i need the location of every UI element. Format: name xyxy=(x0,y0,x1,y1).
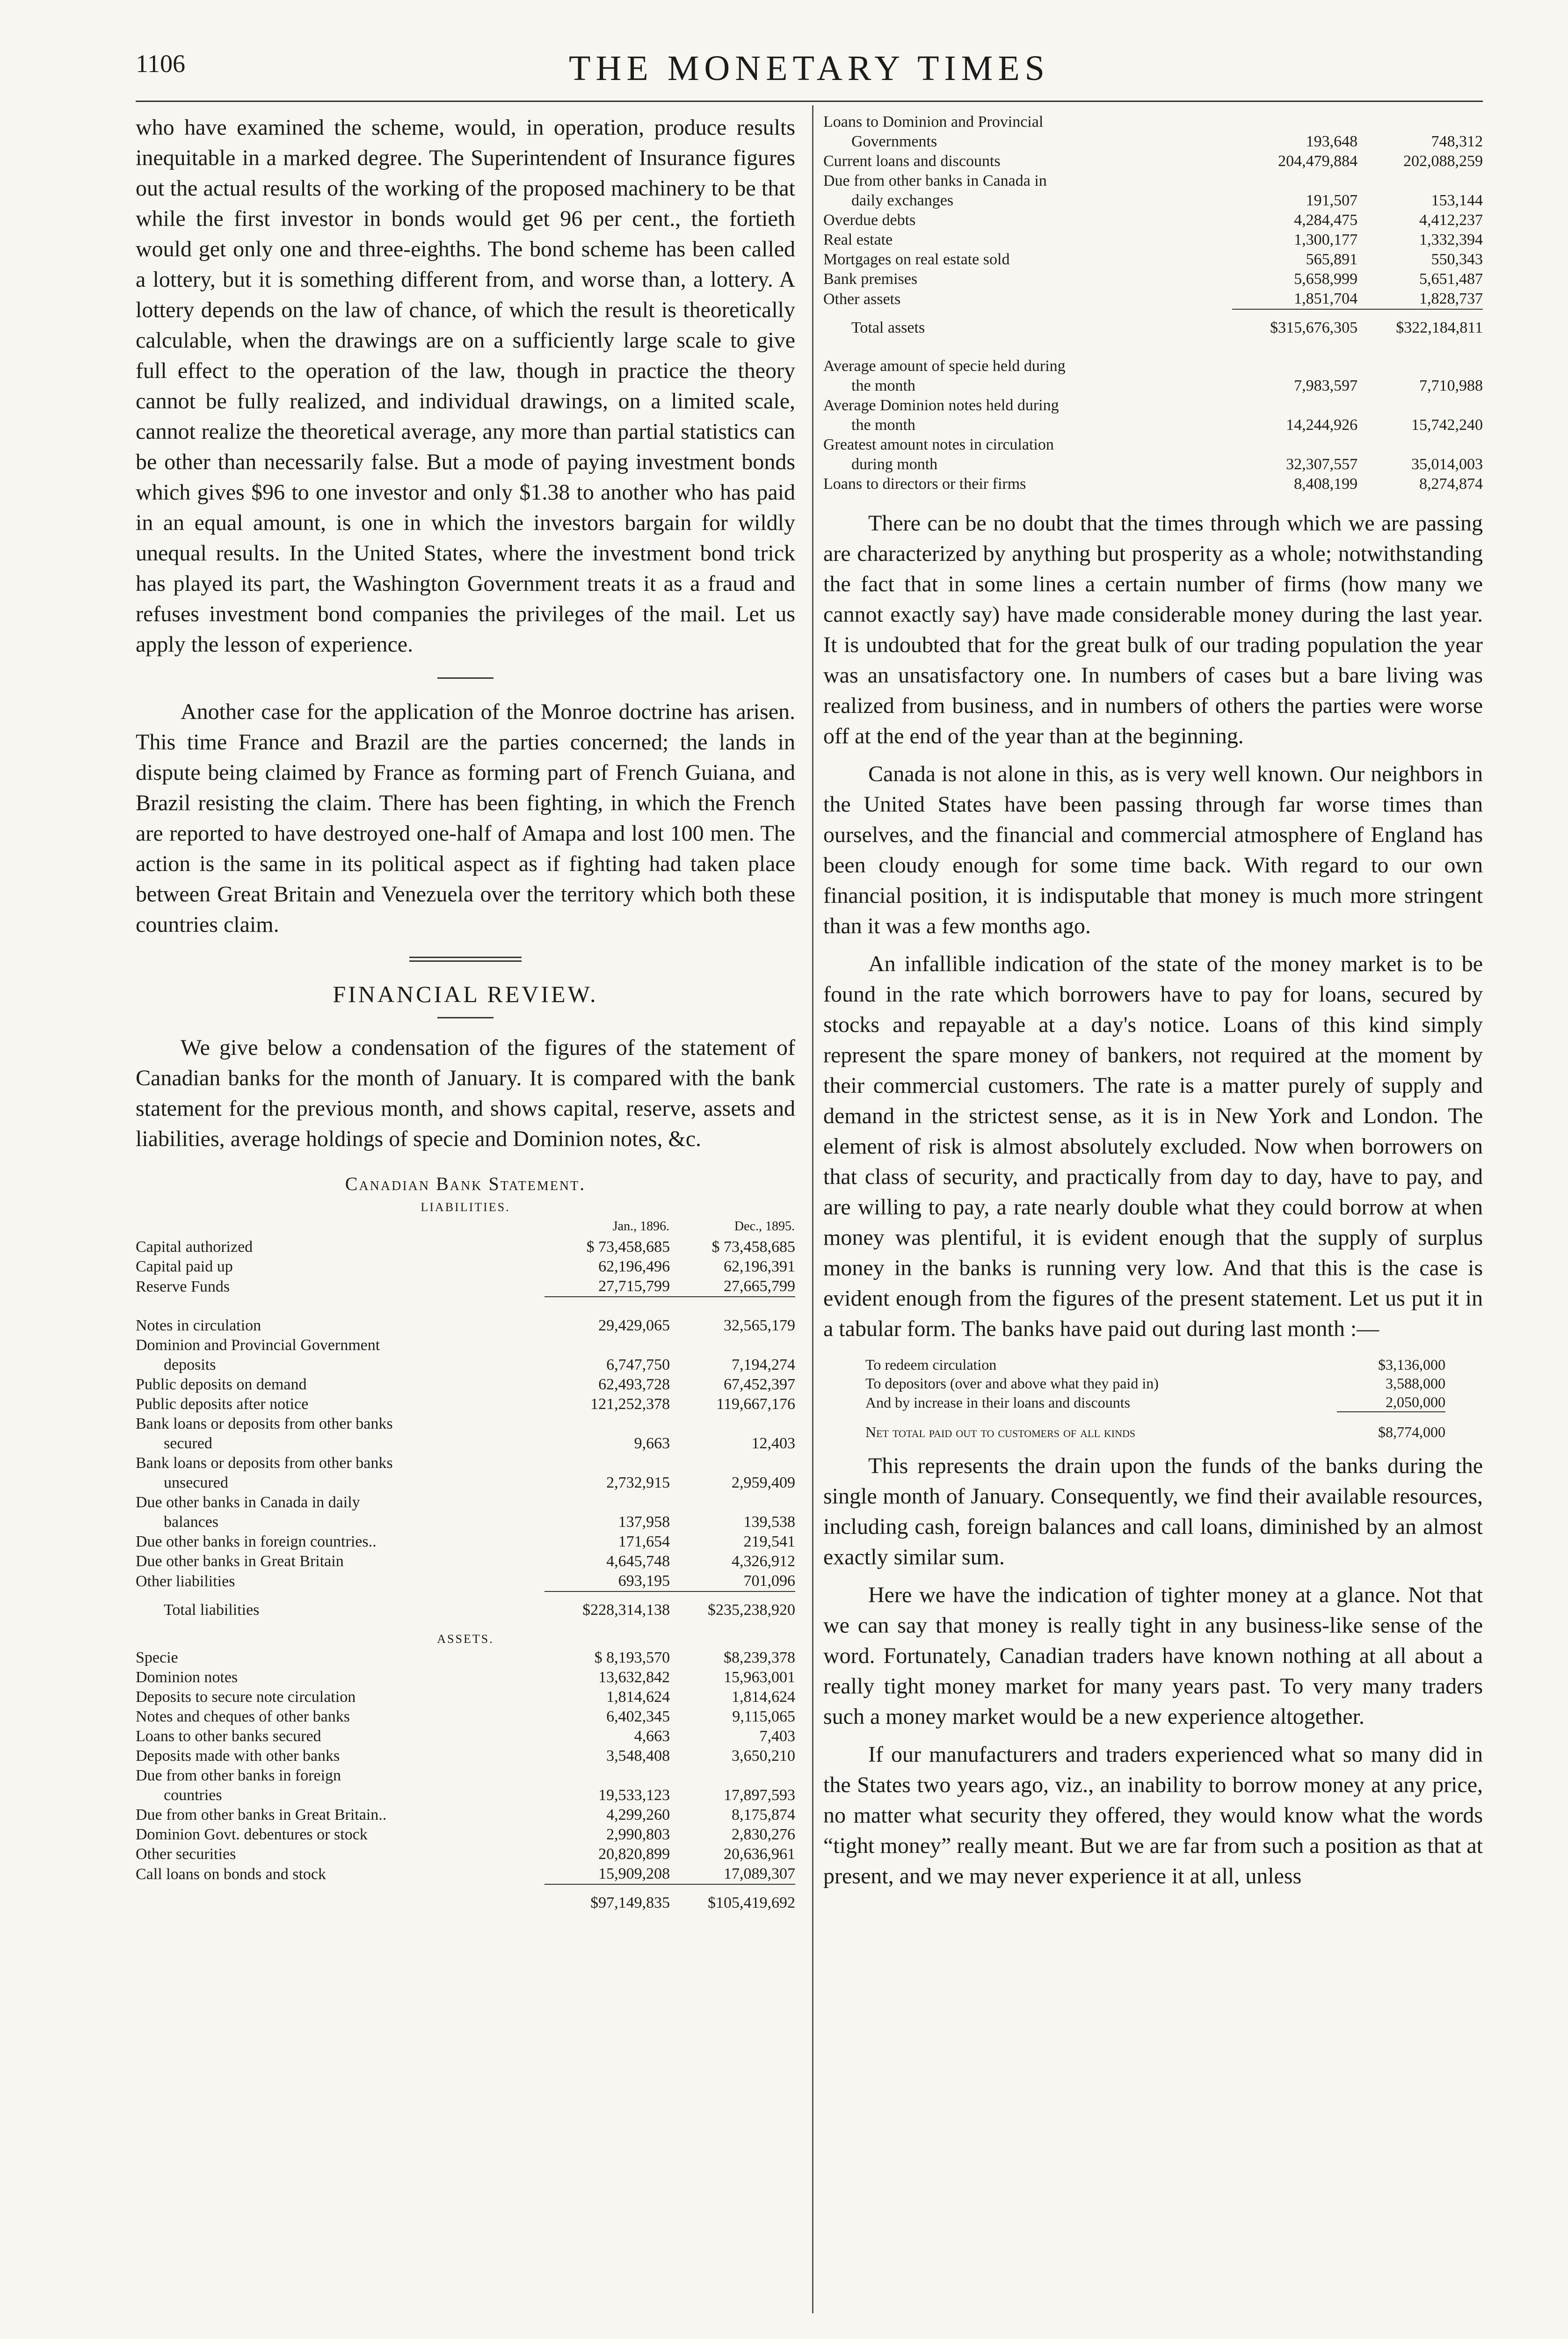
assets-table xyxy=(136,1648,795,1913)
row-dec xyxy=(1357,171,1483,191)
row-label: Loans to other banks secured xyxy=(136,1728,321,1745)
column-divider xyxy=(812,105,813,2313)
assets-heading: ASSETS. xyxy=(437,1632,494,1646)
row-label: Loans to Dominion and Provincial xyxy=(823,113,1044,131)
left-prose-2 xyxy=(136,697,795,940)
table-row xyxy=(823,396,1483,415)
row-jan: 1,851,704 xyxy=(1232,289,1357,309)
row-dec: 15,963,001 xyxy=(724,1669,795,1686)
table-row xyxy=(136,1395,795,1414)
row-dec: 7,194,274 xyxy=(732,1356,795,1373)
net-total-row xyxy=(865,1412,1445,1441)
row-jan: 4,299,260 xyxy=(606,1806,670,1823)
row-label: secured xyxy=(164,1435,212,1452)
bank-statement-title: Canadian Bank Statement. xyxy=(345,1173,586,1194)
table-row xyxy=(136,1766,795,1786)
row-label: Average Dominion notes held during xyxy=(823,397,1059,414)
row-dec: $ 73,458,685 xyxy=(711,1238,795,1256)
row-jan xyxy=(544,1414,670,1434)
row-jan: $ 73,458,685 xyxy=(586,1238,670,1256)
row-dec: 62,196,391 xyxy=(724,1258,795,1275)
table-row xyxy=(136,1707,795,1727)
row-label: daily exchanges xyxy=(851,192,954,209)
row-jan: 62,493,728 xyxy=(598,1376,670,1393)
row-jan: 191,507 xyxy=(1306,192,1358,209)
financial-review-heading: FINANCIAL REVIEW. xyxy=(333,981,598,1007)
table-row xyxy=(136,1277,795,1297)
row-label: Due other banks in Canada in daily xyxy=(136,1494,360,1511)
row-label: Other securities xyxy=(136,1845,236,1863)
row-label: To depositors (over and above what they paid in) xyxy=(865,1375,1159,1392)
row-dec: 1,814,624 xyxy=(732,1688,795,1706)
right-column xyxy=(823,112,1483,1891)
col-dec-header: Dec., 1895. xyxy=(734,1219,795,1234)
table-row xyxy=(823,152,1483,171)
row-dec: 12,403 xyxy=(751,1435,795,1452)
row-dec: 67,452,397 xyxy=(724,1376,795,1393)
row-jan: $97,149,835 xyxy=(590,1894,670,1911)
liabilities-table xyxy=(136,1216,795,1620)
row-jan: 29,429,065 xyxy=(598,1317,670,1334)
assets-continued-table xyxy=(823,112,1483,494)
header-rule xyxy=(136,101,1483,102)
row-jan: 137,958 xyxy=(618,1513,670,1531)
row-label: Greatest amount notes in circulation xyxy=(823,436,1054,453)
row-jan: 1,814,624 xyxy=(606,1688,670,1706)
paragraph: There can be no doubt that the times through which we are passing are characterized by anything but prosperity as a whole; notwithstanding the fact that in some lines a certain number of firms (how many we cannot exactly say) have made considerable money during the last year. It is undoubted that for the great bulk of our trading population the year was an unsatisfactory one. In numbers of cases but a bare living was realized from business, and in numbers of others the parties were worse off at the end of the year than at the beginning. xyxy=(823,511,1483,748)
row-value: 2,050,000 xyxy=(1337,1393,1445,1412)
table-row xyxy=(136,1512,795,1532)
table-row xyxy=(136,1648,795,1668)
row-label: Overdue debts xyxy=(823,211,916,229)
table-row xyxy=(136,1493,795,1512)
table-row xyxy=(136,1336,795,1355)
total-assets-row xyxy=(823,309,1483,338)
row-dec: $8,239,378 xyxy=(724,1649,795,1666)
row-dec: 5,651,487 xyxy=(1419,270,1483,288)
paragraph: We give below a condensation of the figures of the statement of Canadian banks for the month of January. It is compared with the bank statement for the previous month, and shows capital, reserve, assets and liabilities, average holdings of specie and Dominion notes, &c. xyxy=(136,1035,795,1151)
table-row xyxy=(136,1532,795,1552)
table-row xyxy=(136,1746,795,1766)
row-jan xyxy=(1232,171,1357,191)
row-jan: 15,909,208 xyxy=(544,1864,670,1884)
table-row xyxy=(823,230,1483,250)
heading-rule xyxy=(437,1017,494,1018)
table-row xyxy=(823,289,1483,309)
row-label: Bank loans or deposits from other banks xyxy=(136,1454,393,1472)
row-label: Public deposits on demand xyxy=(136,1376,307,1393)
row-label: Due from other banks in Great Britain.. xyxy=(136,1806,387,1823)
left-prose-3 xyxy=(136,1032,795,1154)
row-dec: 219,541 xyxy=(743,1533,795,1550)
row-dec: 1,828,737 xyxy=(1357,289,1483,309)
paragraph: If our manufacturers and traders experienced what so many did in the States two years ago, viz., an inability to borrow money at any price, no matter what security they offered, they would know what the words “tight money” really meant. But we are far from such a position as that at present, and we may never experience it at all, unless xyxy=(823,1742,1483,1889)
col-jan-header: Jan., 1896. xyxy=(612,1219,670,1234)
table-row xyxy=(823,191,1483,211)
masthead-title: THE MONETARY TIMES xyxy=(569,49,1050,88)
row-dec: $235,238,920 xyxy=(708,1601,795,1619)
row-dec: 8,175,874 xyxy=(732,1806,795,1823)
row-jan: 20,820,899 xyxy=(598,1845,670,1863)
row-jan: 2,990,803 xyxy=(606,1826,670,1843)
row-label: Mortgages on real estate sold xyxy=(823,251,1010,268)
row-jan: 8,408,199 xyxy=(1294,475,1358,493)
row-label: Dominion Govt. debentures or stock xyxy=(136,1826,368,1843)
row-jan: 4,645,748 xyxy=(606,1553,670,1570)
table-row xyxy=(823,132,1483,152)
double-separator xyxy=(409,957,522,962)
row-jan: 6,402,345 xyxy=(606,1708,670,1725)
row-dec: 4,326,912 xyxy=(732,1553,795,1570)
row-label: during month xyxy=(851,456,938,473)
table-row xyxy=(136,1786,795,1805)
row-label: the month xyxy=(851,416,915,434)
row-label: Reserve Funds xyxy=(136,1278,230,1295)
row-label: Other assets xyxy=(823,291,901,308)
row-label: the month xyxy=(851,377,915,394)
row-label: Due other banks in Great Britain xyxy=(136,1553,344,1570)
row-jan: 7,983,597 xyxy=(1294,377,1358,394)
table-row xyxy=(823,376,1483,396)
table-row xyxy=(823,474,1483,494)
table-row xyxy=(136,1687,795,1707)
row-dec: 550,343 xyxy=(1431,251,1483,268)
paragraph: who have examined the scheme, would, in operation, produce results inequitable in a marked degree. The Superintendent of Insurance figures out the actual results of the working of the proposed machinery to be that while the first investor in bonds would get 96 per cent., the fortieth would get only one and three-eighths. The bond scheme has been called a lottery, but it is something different from, and worse than, a lottery. A lottery depends on the law of chance, of which the result is theoretically calculable, when the drawings are on a sufficiently large scale to give full effect to the operation of the law, though in practice the theory cannot be fully realized, and individual drawings, on a limited scale, cannot realize the theoretical average, any more than partial statistics can be other than necessarily false. But a mode of paying investment bonds which gives $96 to one investor and only $1.38 to another who has paid in an equal amount, is one in which the investors bargain for wildly unequal results. In the United States, where the investment bond trick has played its part, the Washington Government treats it as a fraud and refuses investment bond companies the privileges of the mail. Let us apply the lesson of experience. xyxy=(136,115,795,657)
payout-table xyxy=(865,1355,1445,1441)
row-label: Deposits to secure note circulation xyxy=(136,1688,356,1706)
row-label: Capital authorized xyxy=(136,1238,253,1256)
row-jan xyxy=(544,1493,670,1512)
row-dec: 1,332,394 xyxy=(1419,231,1483,248)
row-jan: 4,663 xyxy=(634,1728,670,1745)
row-jan: 27,715,799 xyxy=(544,1277,670,1297)
averages-rows xyxy=(823,356,1483,494)
row-jan xyxy=(544,1336,670,1355)
table-row xyxy=(823,455,1483,474)
row-jan: 565,891 xyxy=(1306,251,1358,268)
row-dec: 17,089,307 xyxy=(670,1864,795,1884)
row-jan: 13,632,842 xyxy=(598,1669,670,1686)
assets-subtotal-row xyxy=(136,1884,795,1913)
row-jan: $228,314,138 xyxy=(582,1601,670,1619)
table-row xyxy=(865,1374,1445,1393)
total-liabilities-row xyxy=(136,1591,795,1620)
row-dec: 7,403 xyxy=(759,1728,795,1745)
row-value: $3,136,000 xyxy=(1378,1356,1445,1373)
row-label: Capital paid up xyxy=(136,1258,233,1275)
table-row xyxy=(823,250,1483,269)
table-row xyxy=(136,1825,795,1845)
row-label: Other liabilities xyxy=(136,1573,235,1590)
row-dec: 9,115,065 xyxy=(732,1708,795,1725)
row-jan: 2,732,915 xyxy=(606,1474,670,1491)
row-jan: 9,663 xyxy=(634,1435,670,1452)
row-label: Total liabilities xyxy=(164,1601,260,1619)
row-label: Net total paid out to customers of all kinds xyxy=(865,1423,1136,1440)
row-label: Current loans and discounts xyxy=(823,153,1001,170)
row-dec: 32,565,179 xyxy=(724,1317,795,1334)
row-label: unsecured xyxy=(164,1474,228,1491)
row-dec xyxy=(670,1336,795,1355)
section-separator xyxy=(437,677,494,679)
row-dec: 7,710,988 xyxy=(1419,377,1483,394)
paragraph: Canada is not alone in this, as is very well known. Our neighbors in the United States have been passing through far worse times than ourselves, and the financial and commercial atmosphere of England has been cloudy enough for some time back. With regard to our own financial position, it is indisputable that money is much more stringent than it was a few months ago. xyxy=(823,762,1483,938)
table-row xyxy=(823,356,1483,376)
row-label: Dominion and Provincial Government xyxy=(136,1337,380,1354)
table-row xyxy=(865,1355,1445,1374)
row-jan: 171,654 xyxy=(618,1533,670,1550)
row-label: Notes in circulation xyxy=(136,1317,261,1334)
row-dec: $105,419,692 xyxy=(708,1894,795,1911)
row-dec xyxy=(670,1493,795,1512)
table-row xyxy=(823,112,1483,132)
table-row xyxy=(823,435,1483,455)
table-row xyxy=(136,1453,795,1473)
page-header xyxy=(136,44,1483,96)
table-row xyxy=(823,415,1483,435)
row-dec: 15,742,240 xyxy=(1411,416,1483,434)
assets-rows xyxy=(136,1648,795,1884)
row-jan xyxy=(544,1453,670,1473)
row-dec: 2,830,276 xyxy=(732,1826,795,1843)
row-label: Call loans on bonds and stock xyxy=(136,1866,327,1883)
row-dec: 119,667,176 xyxy=(716,1395,795,1413)
row-dec: 3,650,210 xyxy=(732,1747,795,1765)
row-label: Bank loans or deposits from other banks xyxy=(136,1415,393,1432)
table-row xyxy=(136,1237,795,1257)
row-label: Deposits made with other banks xyxy=(136,1747,340,1765)
row-jan: 19,533,123 xyxy=(598,1787,670,1804)
table-row xyxy=(136,1355,795,1375)
row-label: Bank premises xyxy=(823,270,918,288)
table-row xyxy=(136,1414,795,1434)
row-jan xyxy=(1232,435,1357,455)
row-jan: 62,196,496 xyxy=(598,1258,670,1275)
payout-rows xyxy=(865,1355,1445,1412)
row-value: $8,774,000 xyxy=(1378,1424,1445,1440)
page-number: 1106 xyxy=(136,50,185,78)
row-label: countries xyxy=(164,1787,222,1804)
paragraph: This represents the drain upon the funds of the banks during the single month of January. Consequently, we find their available resources, including cash, foreign balances and call loans, diminished by an almost exactly similar sum. xyxy=(823,1453,1483,1569)
row-dec: 35,014,003 xyxy=(1411,456,1483,473)
row-label: Governments xyxy=(851,133,937,150)
row-dec: 153,144 xyxy=(1431,192,1483,209)
table-row xyxy=(136,1864,795,1884)
row-label: deposits xyxy=(164,1356,216,1373)
paragraph: Here we have the indication of tighter money at a glance. Not that we can say that money is really tight in any business-like sense of the word. Fortunately, Canadian traders have known nothing at all about a really tight money market for many years past. To very many traders such a money market would be a new experience altogether. xyxy=(823,1583,1483,1729)
row-dec: 701,096 xyxy=(670,1571,795,1591)
row-jan: $ 8,193,570 xyxy=(594,1649,670,1666)
paragraph: Another case for the application of the Monroe doctrine has arisen. This time France and Brazil are the parties concerned; the lands in dispute being claimed by France as forming part of French Guiana, and Brazil resisting the claim. There has been fighting, in which the French are reported to have destroyed one-half of Amapa and lost 100 men. The action is the same in its political aspect as if fighting had taken place between Great Britain and Venezuela over the territory which both these countries claim. xyxy=(136,699,795,937)
row-value: 3,588,000 xyxy=(1386,1375,1445,1392)
row-label: Dominion notes xyxy=(136,1669,238,1686)
row-jan: 14,244,926 xyxy=(1286,416,1358,434)
table-row xyxy=(823,269,1483,289)
row-label: Loans to directors or their firms xyxy=(823,475,1026,493)
row-jan: 693,195 xyxy=(544,1571,670,1591)
table-row xyxy=(136,1375,795,1395)
left-prose-1 xyxy=(136,112,795,660)
row-dec xyxy=(670,1414,795,1434)
row-label: Due from other banks in Canada in xyxy=(823,172,1047,189)
row-dec: 27,665,799 xyxy=(670,1277,795,1297)
table-row xyxy=(865,1393,1445,1412)
row-label: To redeem circulation xyxy=(865,1356,997,1373)
row-jan: $315,676,305 xyxy=(1270,319,1358,336)
row-jan: 3,548,408 xyxy=(606,1747,670,1765)
table-row xyxy=(136,1805,795,1825)
liabilities-detail-rows xyxy=(136,1316,795,1591)
row-dec: $322,184,811 xyxy=(1396,319,1483,336)
liabilities-capital-rows xyxy=(136,1237,795,1297)
row-label: Notes and cheques of other banks xyxy=(136,1708,350,1725)
row-jan xyxy=(1232,112,1357,132)
table-row xyxy=(823,171,1483,191)
liabilities-heading: LIABILITIES. xyxy=(421,1200,510,1214)
row-dec: 17,897,593 xyxy=(724,1787,795,1804)
right-prose xyxy=(823,508,1483,1344)
row-jan: 5,658,999 xyxy=(1294,270,1358,288)
row-label: Public deposits after notice xyxy=(136,1395,309,1413)
table-row xyxy=(136,1552,795,1571)
row-label: Real estate xyxy=(823,231,893,248)
row-jan xyxy=(1232,396,1357,415)
row-dec xyxy=(1357,396,1483,415)
table-row xyxy=(136,1434,795,1453)
table-row xyxy=(136,1668,795,1687)
row-jan: 32,307,557 xyxy=(1286,456,1358,473)
row-dec: 4,412,237 xyxy=(1419,211,1483,229)
table-row xyxy=(823,211,1483,230)
row-label: Total assets xyxy=(851,319,925,336)
row-dec xyxy=(1357,112,1483,132)
row-label: Specie xyxy=(136,1649,178,1666)
row-label: And by increase in their loans and discounts xyxy=(865,1394,1131,1411)
left-column xyxy=(136,112,795,1913)
row-jan xyxy=(1232,356,1357,376)
row-dec xyxy=(670,1766,795,1786)
assets-continued-rows xyxy=(823,112,1483,309)
row-jan: 1,300,177 xyxy=(1294,231,1358,248)
row-jan: 4,284,475 xyxy=(1294,211,1358,229)
table-row xyxy=(136,1257,795,1277)
table-row xyxy=(136,1727,795,1746)
row-jan: 121,252,378 xyxy=(590,1395,670,1413)
row-dec: 8,274,874 xyxy=(1419,475,1483,493)
row-dec xyxy=(1357,356,1483,376)
row-label: Due other banks in foreign countries.. xyxy=(136,1533,377,1550)
table-row xyxy=(136,1571,795,1591)
row-jan: 193,648 xyxy=(1306,133,1358,150)
row-jan: 6,747,750 xyxy=(606,1356,670,1373)
row-dec: 748,312 xyxy=(1431,133,1483,150)
row-dec xyxy=(670,1453,795,1473)
paragraph: An infallible indication of the state of the money market is to be found in the rate which borrowers have to pay for loans, secured by stocks and repayable at a day's notice. Loans of this kind simply represent the spare money of bankers, not required at the moment by their commercial customers. The rate is a matter purely of supply and demand in the strictest sense, as it is in New York and London. The element of risk is almost absolutely excluded. Now when borrowers on that class of security, and practically from day to day, have to pay, and are willing to pay, a rate nearly double what they could borrow at when money was plentiful, it is evident enough that the supply of surplus money in the banks is running very low. And that this is the case is evident enough from the figures of the present statement. Let us put it in a tabular form. The banks have paid out during last month :— xyxy=(823,952,1483,1341)
row-dec: 20,636,961 xyxy=(724,1845,795,1863)
row-label: balances xyxy=(164,1513,219,1531)
table-row xyxy=(136,1845,795,1864)
row-jan: 204,479,884 xyxy=(1278,153,1358,170)
row-dec xyxy=(1357,435,1483,455)
row-dec: 139,538 xyxy=(743,1513,795,1531)
row-jan xyxy=(544,1766,670,1786)
row-label: Due from other banks in foreign xyxy=(136,1767,341,1784)
row-label: Average amount of specie held during xyxy=(823,357,1066,375)
right-prose-2 xyxy=(823,1451,1483,1891)
row-dec: 2,959,409 xyxy=(732,1474,795,1491)
table-row xyxy=(136,1473,795,1493)
table-row xyxy=(136,1316,795,1336)
row-dec: 202,088,259 xyxy=(1403,153,1483,170)
